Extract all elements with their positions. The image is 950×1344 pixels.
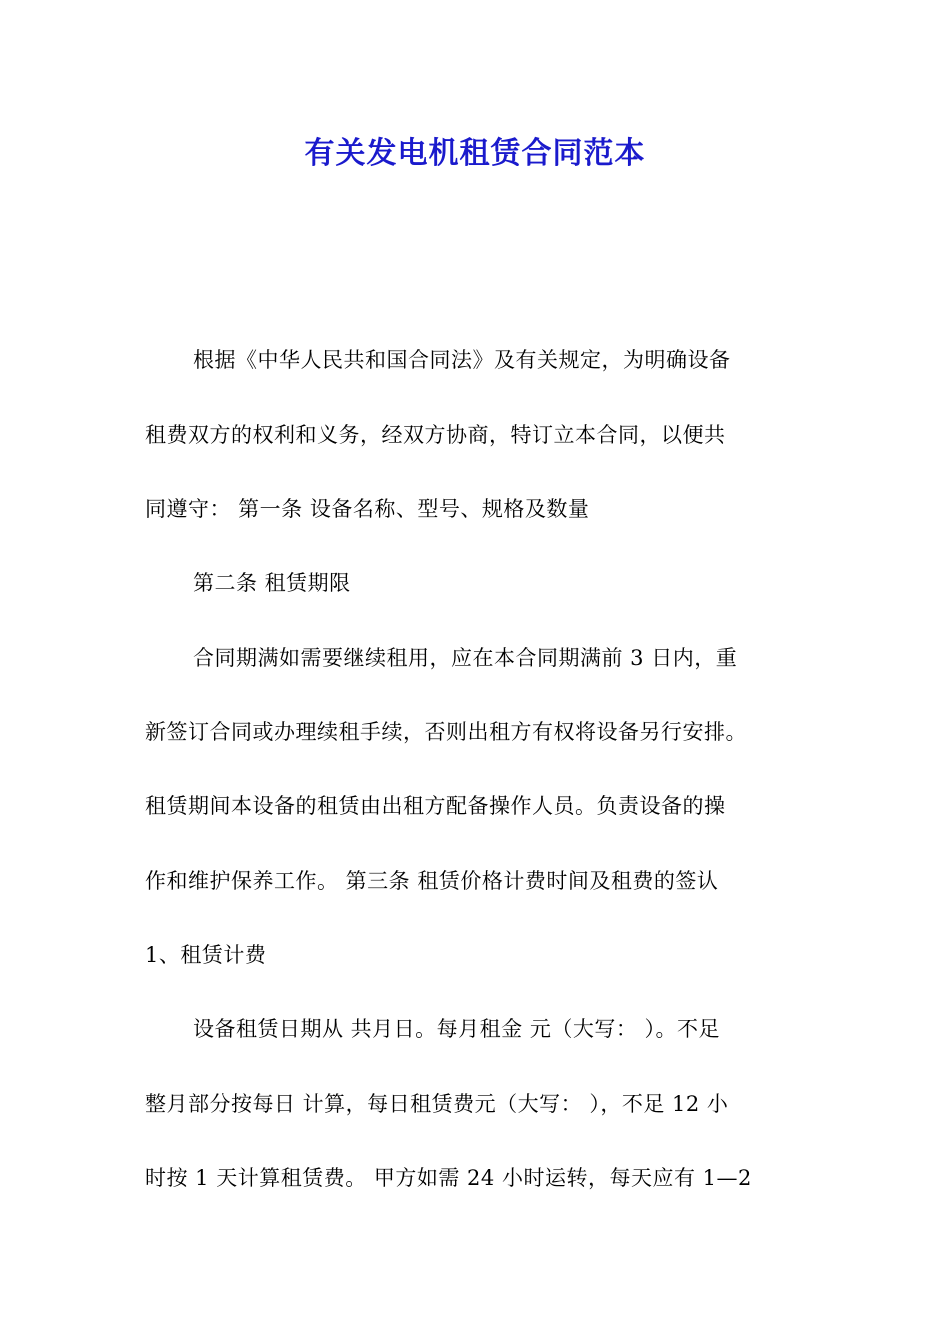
paragraph-line: 合同期满如需要继续租用，应在本合同期满前 3 日内，重 [193, 646, 738, 670]
paragraph-line: 时按 1 天计算租赁费。 甲方如需 24 小时运转，每天应有 1—2 [145, 1166, 752, 1190]
paragraph-line: 第二条 租赁期限 [193, 571, 351, 595]
paragraph-line: 1、租赁计费 [145, 943, 267, 967]
paragraph-line: 租赁期间本设备的租赁由出租方配备操作人员。负责设备的操 [145, 794, 726, 818]
paragraph-line: 租费双方的权利和义务，经双方协商，特订立本合同，以便共 [145, 423, 726, 447]
paragraph-line: 根据《中华人民共和国合同法》及有关规定，为明确设备 [193, 348, 731, 372]
paragraph-line: 作和维护保养工作。 第三条 租赁价格计费时间及租费的签认 [145, 869, 719, 893]
paragraph-line: 新签订合同或办理续租手续，否则出租方有权将设备另行安排。 [145, 720, 747, 744]
document-title: 有关发电机租赁合同范本 [304, 136, 646, 171]
paragraph-line: 设备租赁日期从 共月日。每月租金 元（大写： ）。不足 [193, 1017, 721, 1041]
paragraph-line: 同遵守： 第一条 设备名称、型号、规格及数量 [145, 497, 590, 521]
paragraph-line: 整月部分按每日 计算，每日租赁费元（大写： ），不足 12 小 [145, 1092, 729, 1116]
